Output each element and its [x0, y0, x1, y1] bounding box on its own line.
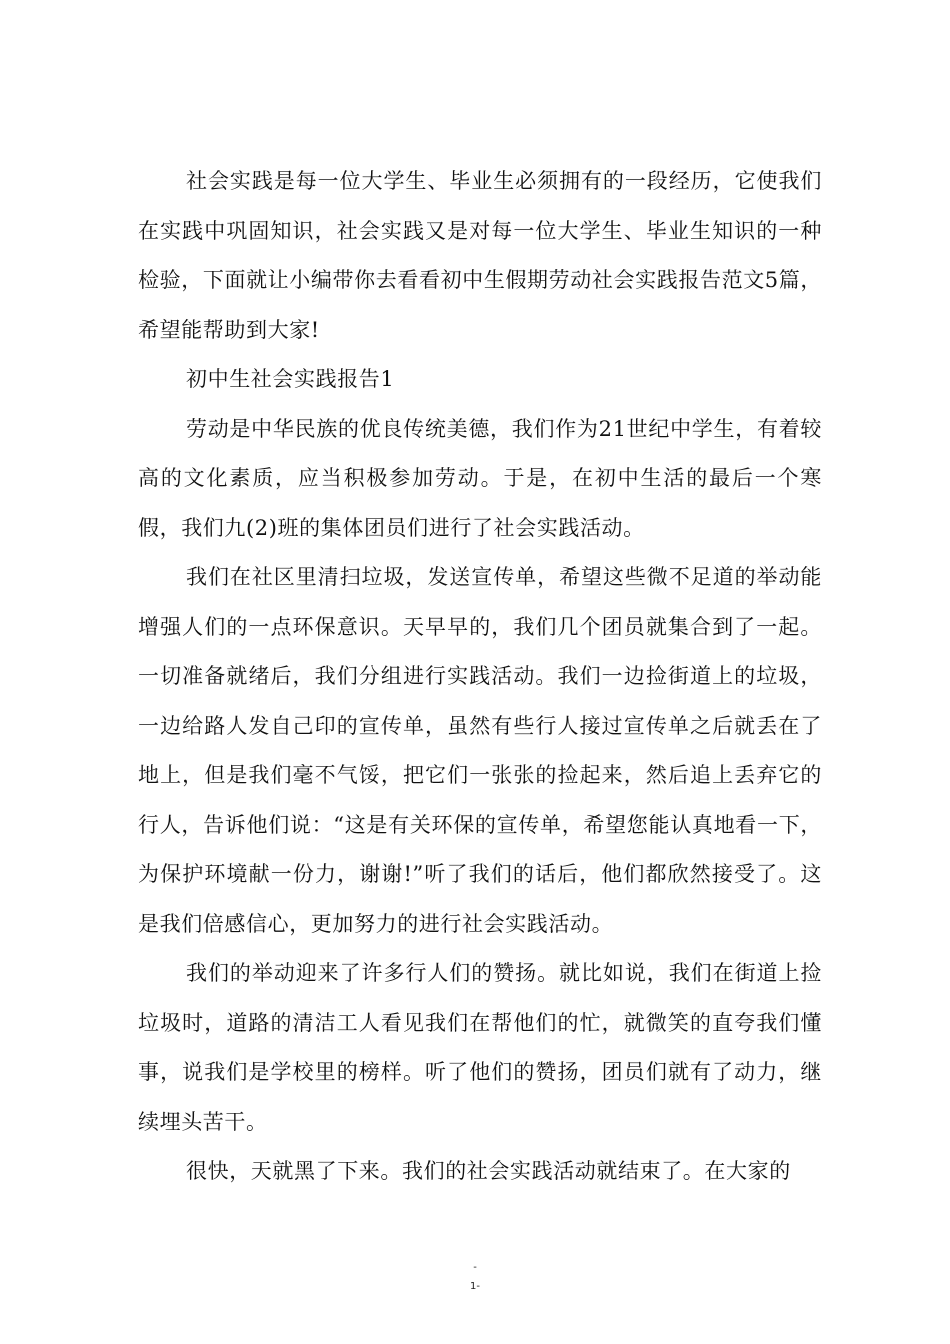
body-paragraph-4: 很快，天就黑了下来。我们的社会实践活动就结束了。在大家的 — [186, 1159, 791, 1183]
footer-dash: - — [473, 1262, 477, 1273]
body-paragraph-3: 我们的举动迎来了许多行人们的赞扬。就比如说，我们在街道上捡垃圾时，道路的清洁工人看见我们在帮他们的忙，就微笑的直夸我们懂事，说我们是学校里的榜样。听了他们的赞扬，团员们就有了动力，继续埋头苦干。 — [138, 961, 822, 1134]
intro-paragraph: 社会实践是每一位大学生、毕业生必须拥有的一段经历，它使我们在实践中巩固知识，社会实践又是对每一位大学生、毕业生知识的一种检验，下面就让小编带你去看看初中生假期劳动社会实践报告范文5篇，希望能帮助到大家! — [138, 169, 822, 342]
body-paragraph-2: 我们在社区里清扫垃圾，发送宣传单，希望这些微不足道的举动能增强人们的一点环保意识。天早早的，我们几个团员就集合到了一起。一切准备就绪后，我们分组进行实践活动。我们一边捡街道上的垃圾，一边给路人发自己印的宣传单，虽然有些行人接过宣传单之后就丢在了地上，但是我们毫不气馁，把它们一张张的捡起来，然后追上丢弃它的行人，告诉他们说：“这是有关环保的宣传单，希望您能认真地看一下，为保护环境献一份力，谢谢!”听了我们的话后，他们都欣然接受了。这是我们倍感信心，更加努力的进行社会实践活动。 — [138, 565, 822, 936]
section-heading: 初中生社会实践报告1 — [186, 367, 395, 391]
body-paragraph-1: 劳动是中华民族的优良传统美德，我们作为21世纪中学生，有着较高的文化素质，应当积极参加劳动。于是，在初中生活的最后一个寒假，我们九(2)班的集体团员们进行了社会实践活动。 — [138, 416, 822, 540]
page-number: 1- — [470, 1281, 480, 1292]
document-body — [138, 157, 822, 1197]
